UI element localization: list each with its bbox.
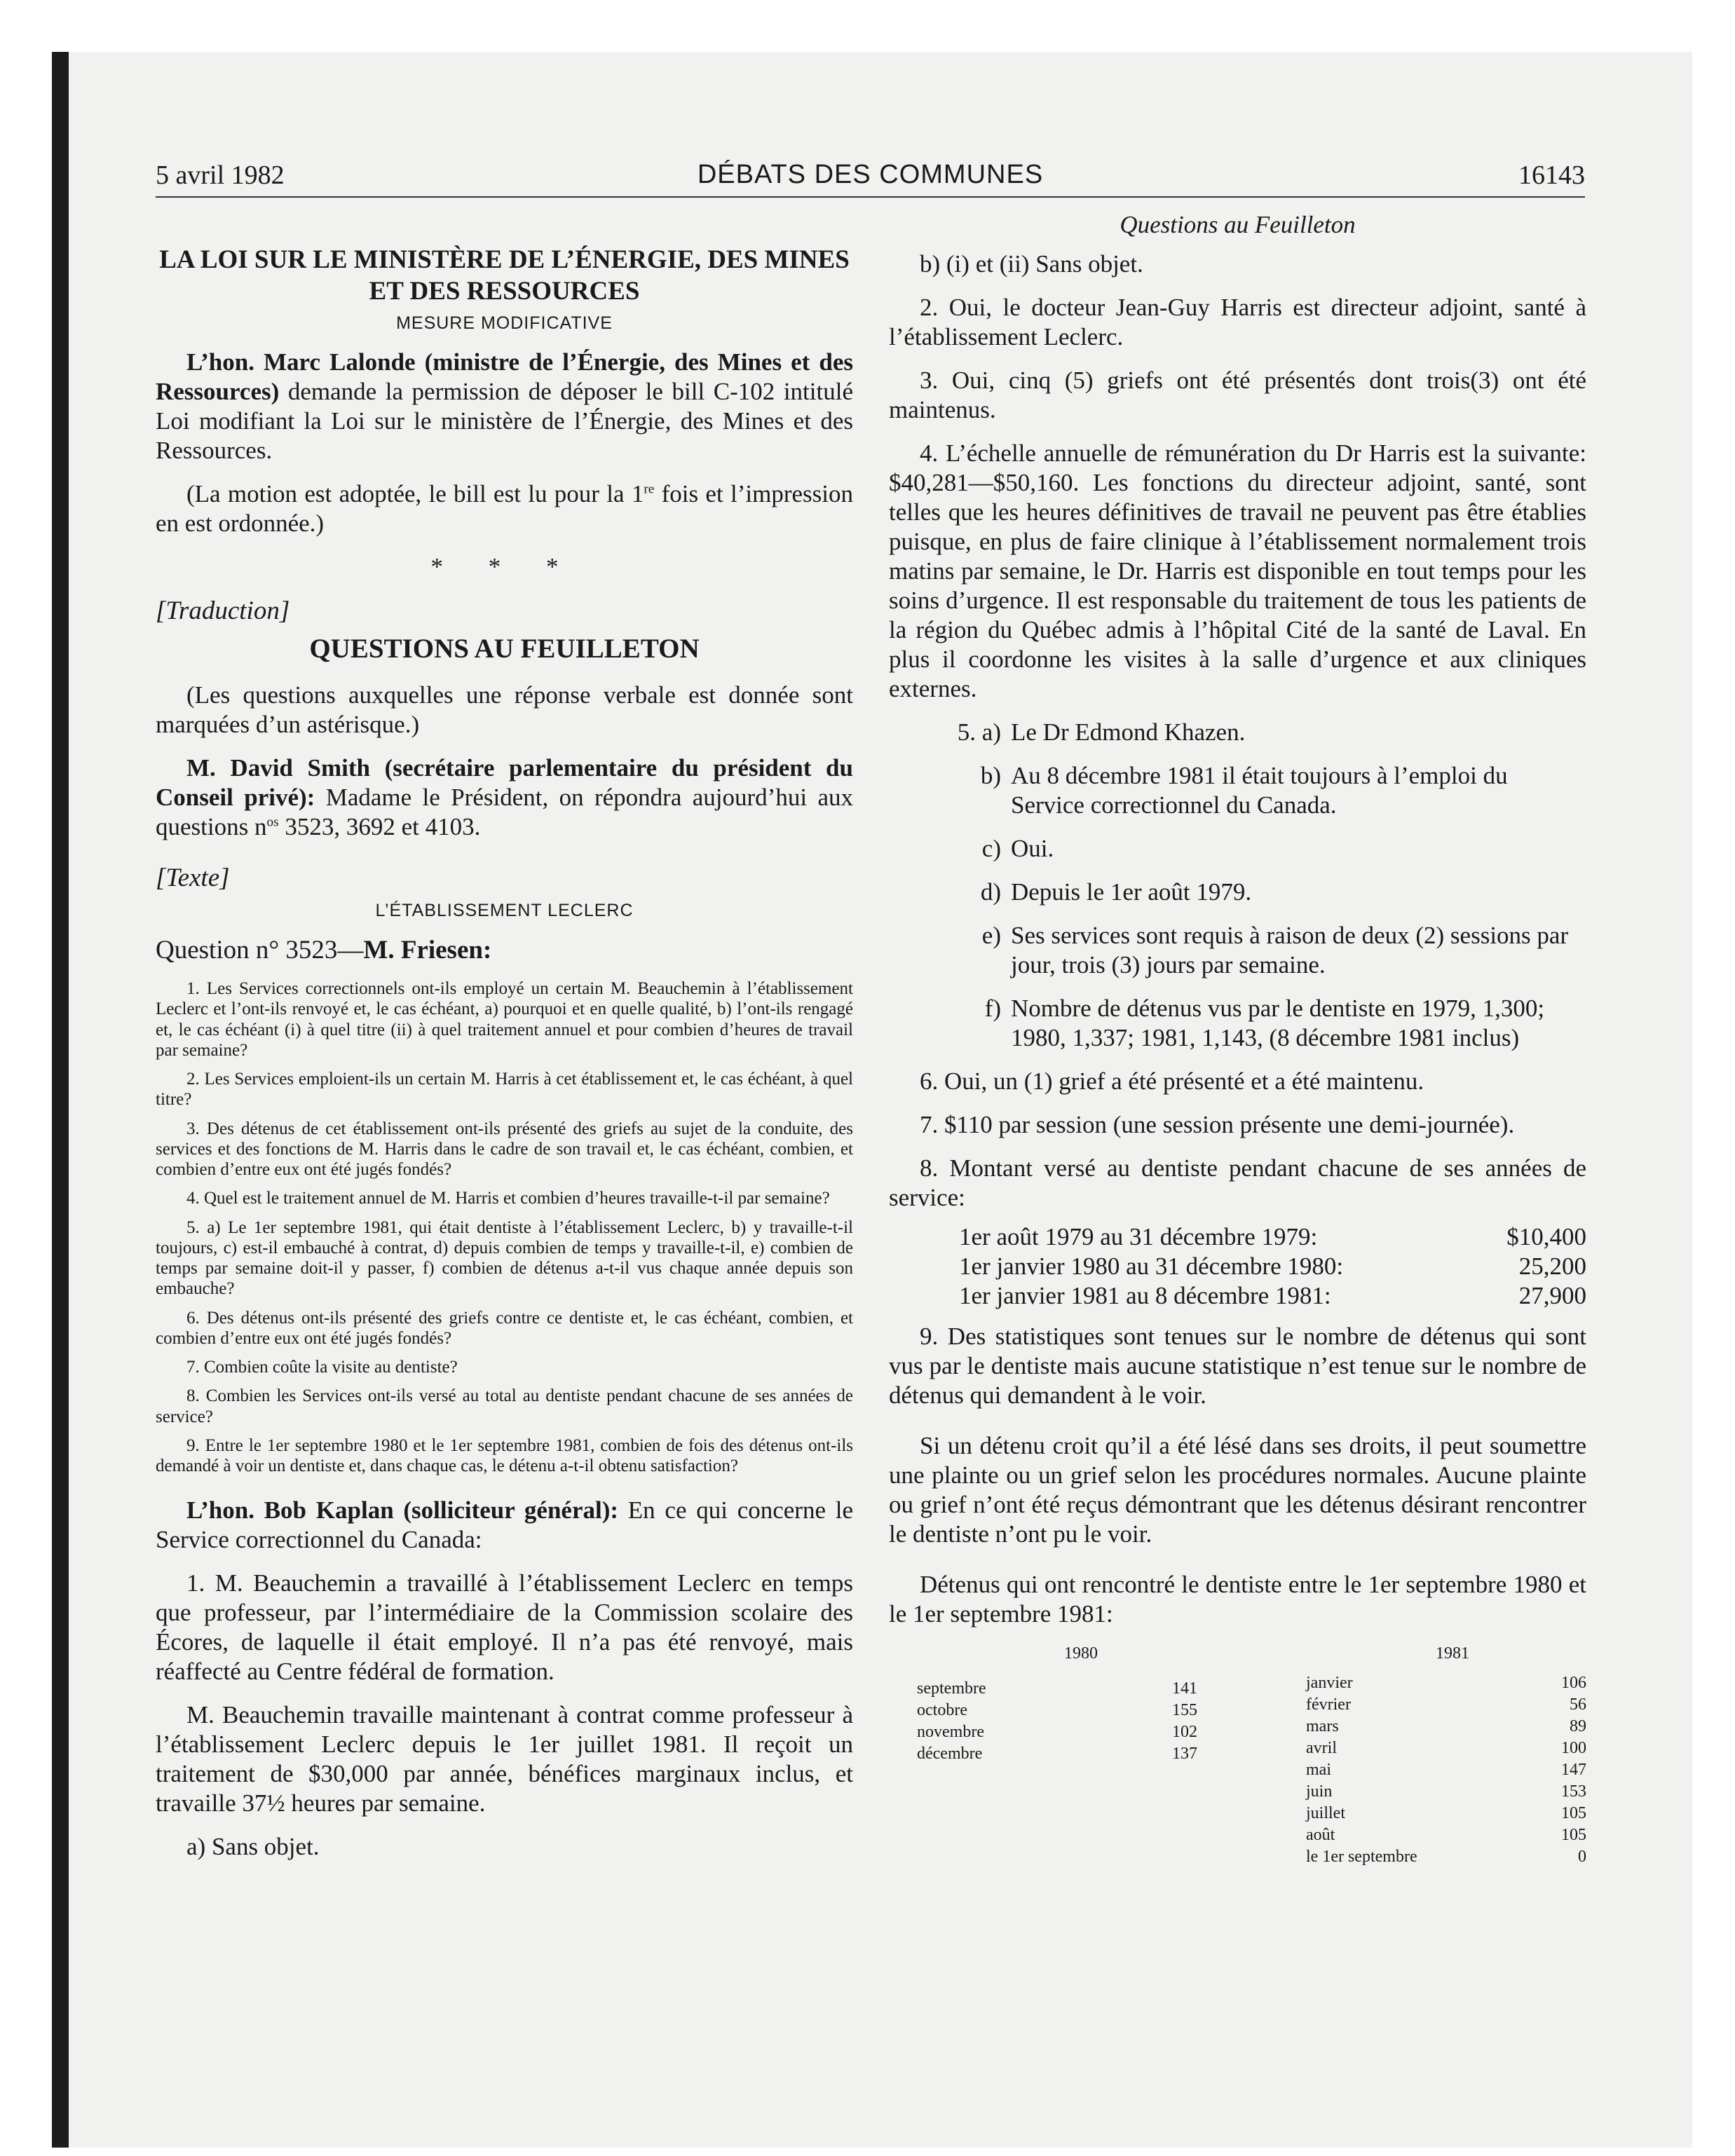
header-title: DÉBATS DES COMMUNES [697,160,1044,189]
monthly-stats-table [889,1643,1586,1909]
left-column [156,210,853,1876]
month-name: mai [1306,1761,1331,1779]
month-row [1306,1824,1586,1846]
question-8: 8. Combien les Services ont-ils versé au total au dentiste pendant chacune de ses années de service? [156,1386,853,1426]
running-title: Questions au Feuilleton [1120,211,1356,238]
month-count: 106 [1561,1674,1586,1692]
payment-period: 1er août 1979 au 31 décembre 1979: [959,1223,1318,1250]
smith-paragraph [156,753,853,842]
motion-text-b: fois et l’impression en est ordonnée.) [156,480,853,538]
answer-7: 7. $110 par session (une session présente une demi-journée). [920,1111,1515,1138]
question-5: 5. a) Le 1er septembre 1981, qui était dentiste à l’établissement Leclerc, b) y travaille-t-il toujours, c) est-il embauché à contrat, d) depuis combien de temps y travaille-t-il, e) combien de temps par semaine doit-il y passer, f) combien de détenus a-t-il vus chaque année depuis son embauche? [156,1217,853,1299]
month-count: 137 [1172,1745,1197,1763]
payment-amount: 25,200 [1518,1253,1586,1280]
payments-table [889,1222,1586,1311]
lalonde-text: demande la permission de déposer le bill C-102 intitulé Loi modifiant la Loi sur le ministère de l’Énergie, des Mines et des Ressources. [156,378,853,465]
month-row [1306,1672,1586,1694]
month-count: 141 [1172,1679,1197,1698]
answer-5-key: d) [980,878,1001,906]
smith-text-a: Madame le Président, on répondra aujourd’hui aux questions n [156,784,853,841]
answer-5-item [889,921,1586,980]
month-name: juin [1306,1782,1333,1801]
month-row [917,1700,1197,1721]
month-name: septembre [917,1679,986,1698]
month-name: novembre [917,1723,984,1741]
answer-5-text: Depuis le 1er août 1979. [1011,878,1252,906]
answer-3: 3. Oui, cinq (5) griefs ont été présentés dont trois(3) ont été maintenus. [889,367,1586,423]
month-name: décembre [917,1745,983,1763]
month-name: janvier [1306,1674,1353,1692]
motion-paragraph [156,479,853,538]
answer-1: 1. M. Beauchemin a travaillé à l’établissement Leclerc en temps que professeur, par l’intermédiaire de la Commission scolaire des Écores, de laquelle il était employé. Il n’a pas été renvoyé, mais réaffecté au Centre fédéral de formation. [156,1569,853,1686]
month-name: octobre [917,1701,967,1719]
answer-5-item [889,718,1586,747]
month-count: 100 [1561,1739,1586,1757]
bill-subtitle: MESURE MODIFICATIVE [396,313,613,334]
answer-1a: a) Sans objet. [186,1833,320,1861]
kaplan-paragraph [156,1496,853,1555]
question-4: 4. Quel est le traitement annuel de M. Harris et combien d’heures travaille-t-il par semaine? [186,1189,830,1208]
month-count: 147 [1561,1761,1586,1779]
month-row [1306,1716,1586,1738]
month-count: 153 [1561,1782,1586,1801]
month-count: 102 [1172,1723,1197,1741]
answer-5-text: Oui. [1011,835,1054,862]
answer-8: 8. Montant versé au dentiste pendant chacune de ses années de service: [889,1154,1586,1211]
question-1: 1. Les Services correctionnels ont-ils employé un certain M. Beauchemin à l’établissement Leclerc et l’ont-ils renvoyé et, le cas échéant, a) pourquoi et en quelle qualité, b) l’ont-ils rengagé et, le cas échéant (i) à quel titre (ii) à quel traitement annuel et pour combien d’heures de travail par semaine? [156,979,853,1060]
month-name: le 1er septembre [1306,1848,1417,1866]
month-name: août [1306,1826,1335,1844]
right-column [889,210,1586,1909]
month-count: 105 [1561,1804,1586,1822]
payment-row [889,1222,1586,1252]
answer-5-text: Nombre de détenus vus par le dentiste en 1979, 1,300; 1980, 1,337; 1981, 1,143, (8 décembre 1981 inclus) [1011,995,1545,1051]
month-name: mars [1306,1717,1339,1735]
texte-tag: [Texte] [156,864,230,893]
answer-9: 9. Des statistiques sont tenues sur le nombre de détenus qui sont vus par le dentiste mais aucune statistique n’est tenue sur le nombre de détenus qui demandent à le voir. [889,1323,1586,1409]
header-rule [156,196,1585,198]
month-row [917,1743,1197,1765]
question-9: 9. Entre le 1er septembre 1980 et le 1er septembre 1981, combien de fois des détenus ont-ils demandé à voir un dentiste et, dans chaque cas, le détenu a-t-il obtenu satisfaction? [156,1435,853,1476]
month-row [917,1678,1197,1700]
answer-5-item [889,834,1586,864]
bill-title: LA LOI SUR LE MINISTÈRE DE L’ÉNERGIE, DES MINES ET DES RESSOURCES [159,245,850,306]
month-count: 105 [1561,1826,1586,1844]
answer-2: 2. Oui, le docteur Jean-Guy Harris est directeur adjoint, santé à l’établissement Leclerc. [889,294,1586,350]
answer-9-stats-intro: Détenus qui ont rencontré le dentiste entre le 1er septembre 1980 et le 1er septembre 1981: [889,1571,1586,1628]
smith-sup: os [266,814,279,830]
answer-9-grievance: Si un détenu croit qu’il a été lésé dans ses droits, il peut soumettre une plainte ou un grief selon les procédures normales. Aucune plainte ou grief n’ont été reçus démontrant que les détenus désirant rencontrer le dentiste n’ont pu le voir. [889,1432,1586,1548]
month-row [1306,1694,1586,1716]
kaplan-text: En ce qui concerne le Service correctionnel du Canada: [156,1496,853,1554]
payment-period: 1er janvier 1980 au 31 décembre 1980: [959,1253,1344,1280]
lalonde-speaker: L’hon. Marc Lalonde (ministre de l’Énergie, des Mines et des Ressources) [156,348,853,406]
months-1981 [1306,1672,1586,1868]
question-author: M. Friesen: [363,935,492,964]
answer-5-key: f) [984,995,1001,1022]
year-1980-label: 1980 [1064,1644,1098,1663]
question-6: 6. Des détenus ont-ils présenté des griefs contre ce dentiste et, le cas échéant, combien, et combien d’entre eux ont été jugés fondés? [156,1308,853,1348]
month-row [1306,1846,1586,1868]
month-row [917,1721,1197,1743]
answer-5-key: c) [981,835,1001,862]
motion-text-a: (La motion est adoptée, le bill est lu pour la 1 [186,480,644,508]
smith-speaker: M. David Smith (secrétaire parlementaire du président du Conseil privé): [156,754,853,812]
header-page-number: 16143 [1518,161,1585,190]
question-3: 3. Des détenus de cet établissement ont-ils présenté des griefs au sujet de la conduite, des services et des fonctions de M. Harris dans le cadre de son travail et, le cas échéant, combien, et combien d’entre eux ont été jugés fondés? [156,1119,853,1180]
question-label: Question n° 3523— [156,935,364,964]
questions-note: (Les questions auxquelles une réponse verbale est donnée sont marquées d’un astérisque.) [156,681,853,739]
month-row [1306,1759,1586,1781]
answer-5-text: Le Dr Edmond Khazen. [1011,718,1246,746]
answer-1-continued: M. Beauchemin travaille maintenant à contrat comme professeur à l’établissement Leclerc depuis le 1er juillet 1981. Il reçoit un traitement de $30,000 par année, bénéfices marginaux inclus, et travaille 37½ heures par semaine. [156,1701,853,1817]
lalonde-paragraph [156,348,853,465]
header-date: 5 avril 1982 [156,161,285,190]
month-count: 89 [1570,1717,1586,1735]
answer-5-text: Ses services sont requis à raison de deux (2) sessions par jour, trois (3) jours par semaine. [1011,922,1569,978]
month-name: juillet [1306,1804,1345,1822]
scan-edge-bar [52,52,69,2148]
year-1981-label: 1981 [1436,1644,1469,1663]
month-name: février [1306,1696,1351,1714]
answer-5-key: e) [981,922,1001,949]
section-separator: * * * [430,553,578,581]
month-row [1306,1738,1586,1759]
questions-title: QUESTIONS AU FEUILLETON [309,633,700,664]
page-header [156,160,1585,195]
payment-row [889,1252,1586,1281]
answer-5-text: Au 8 décembre 1981 il était toujours à l’emploi du Service correctionnel du Canada. [1011,762,1508,819]
month-count: 56 [1570,1696,1586,1714]
question-line [156,935,853,966]
answer-5-item [889,761,1586,820]
answer-5-item [889,994,1586,1053]
months-1980 [917,1678,1197,1765]
traduction-tag: [Traduction] [156,596,290,626]
kaplan-speaker: L’hon. Bob Kaplan (solliciteur général): [186,1496,619,1524]
payment-row [889,1281,1586,1311]
month-row [1306,1781,1586,1803]
month-name: avril [1306,1739,1337,1757]
payment-amount: $10,400 [1506,1223,1586,1250]
leclerc-heading: L’ÉTABLISSEMENT LECLERC [375,900,634,920]
answer-5-key: b) [980,762,1001,789]
answer-5-list [889,718,1586,1053]
question-7: 7. Combien coûte la visite au dentiste? [186,1358,458,1377]
answer-1b: b) (i) et (ii) Sans objet. [920,250,1143,278]
month-row [1306,1803,1586,1824]
answer-5-key: 5. a) [957,718,1001,746]
month-count: 0 [1578,1848,1586,1866]
payment-amount: 27,900 [1518,1282,1586,1309]
answer-5-item [889,878,1586,907]
answer-4: 4. L’échelle annuelle de rémunération du Dr Harris est la suivante: $40,281—$50,160. Les fonctions du directeur adjoint, santé, sont telles que les heures définitives de travail ne peuvent pas être établies puisque, en plus de faire clinique à l’établissement normalement trois matins par semaine, le Dr. Harris est disponible en tout temps pour les soins d’urgence. Il est responsable du traitement de tous les patients de la région du Québec admis à l’hôpital Cité de la santé de Laval. En plus il coordonne les visites à la salle d’urgence et aux cliniques externes. [889,439,1586,702]
question-2: 2. Les Services emploient-ils un certain M. Harris à cet établissement et, le cas échéant, à quel titre? [156,1070,853,1110]
month-count: 155 [1172,1701,1197,1719]
motion-sup: re [644,482,655,497]
answer-6: 6. Oui, un (1) grief a été présenté et a été maintenu. [920,1067,1424,1095]
payment-period: 1er janvier 1981 au 8 décembre 1981: [959,1282,1331,1309]
smith-text-b: 3523, 3692 et 4103. [278,813,481,841]
